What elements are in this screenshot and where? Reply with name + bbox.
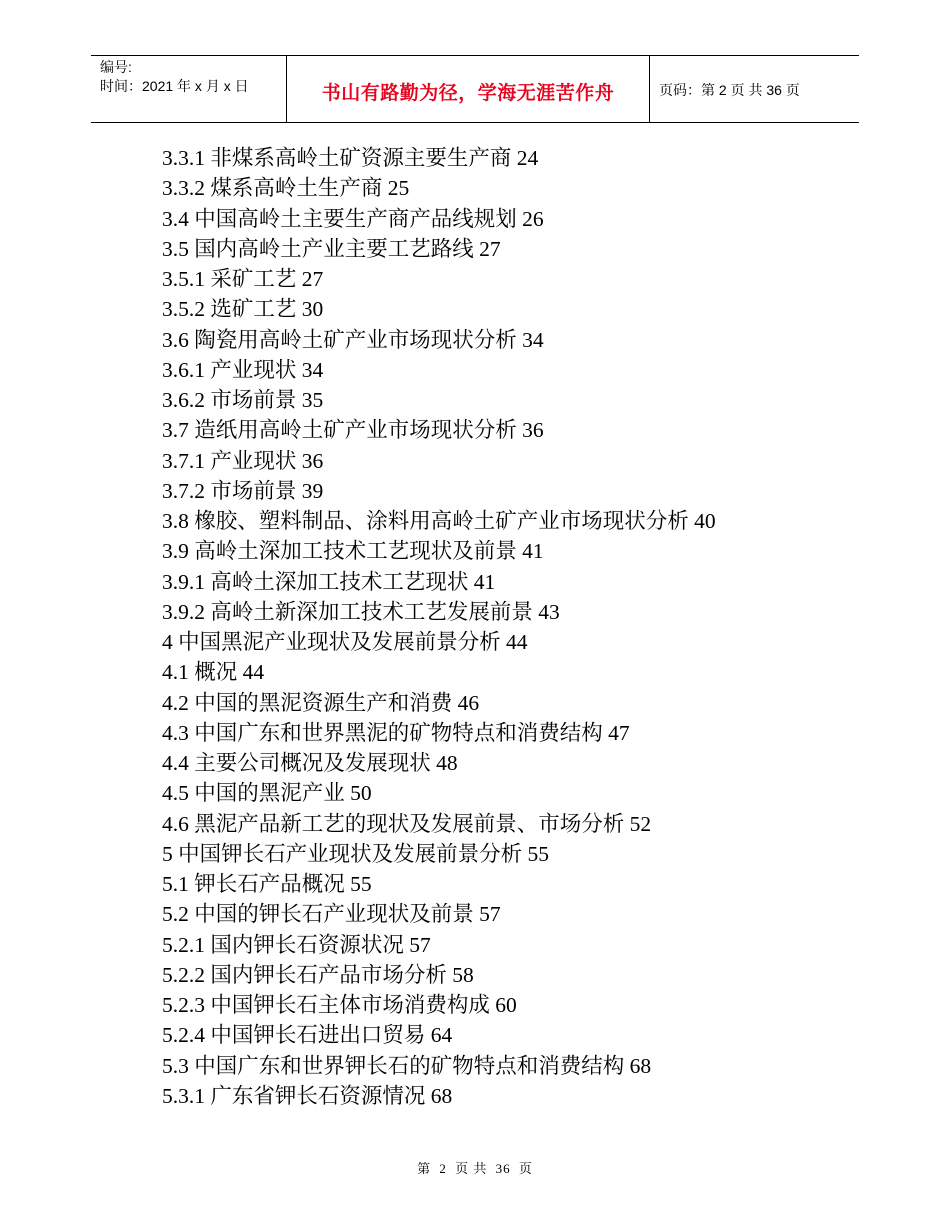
toc-entry: 4.2 中国的黑泥资源生产和消费 46 — [162, 690, 480, 715]
toc-entry: 5.2.3 中国钾长石主体市场消费构成 60 — [162, 993, 517, 1017]
toc-entry: 3.9.2 高岭土新深加工技术工艺发展前景 43 — [162, 599, 560, 624]
toc-entry: 3.5.2 选矿工艺 30 — [162, 297, 324, 322]
toc-entry: 3.7.1 产业现状 36 — [162, 448, 324, 473]
footer-middle: 页 共 — [455, 1161, 488, 1176]
page-header — [91, 55, 859, 123]
header-page-info: 页码：第 2 页 共 36 页 — [659, 82, 800, 98]
toc-entry: 3.5.1 采矿工艺 27 — [162, 267, 324, 291]
table-of-contents — [162, 143, 716, 1111]
toc-entry: 3.6 陶瓷用高岭土矿产业市场现状分析 34 — [162, 327, 544, 352]
toc-entry: 4.1 概况 44 — [162, 660, 265, 685]
toc-entry: 3.9 高岭土深加工技术工艺现状及前景 41 — [162, 539, 544, 564]
toc-entry: 3.9.1 高岭土深加工技术工艺现状 41 — [162, 569, 496, 594]
toc-entry: 3.6.1 产业现状 34 — [162, 357, 324, 382]
toc-entry: 4.3 中国广东和世界黑泥的矿物特点和消费结构 47 — [162, 720, 630, 745]
toc-entry: 5 中国钾长石产业现状及发展前景分析 55 — [162, 841, 550, 866]
toc-entry: 4.5 中国的黑泥产业 50 — [162, 781, 372, 806]
serial-number-label: 编号: — [100, 59, 132, 75]
toc-entry: 5.3 中国广东和世界钾长石的矿物特点和消费结构 68 — [162, 1053, 652, 1078]
header-meta — [91, 56, 286, 122]
toc-entry: 4.4 主要公司概况及发展现状 48 — [162, 751, 458, 775]
toc-entry: 3.3.2 煤系高岭土生产商 25 — [162, 176, 410, 201]
toc-entry: 4 中国黑泥产业现状及发展前景分析 44 — [162, 630, 528, 654]
toc-entry: 3.8 橡胶、塑料制品、涂料用高岭土矿产业市场现状分析 40 — [162, 509, 716, 533]
footer-total-pages: 36 — [495, 1161, 511, 1176]
toc-entry: 5.2.4 中国钾长石进出口贸易 64 — [162, 1023, 453, 1048]
footer-prefix: 第 — [417, 1161, 432, 1176]
toc-entry: 3.4 中国高岭土主要生产商产品线规划 26 — [162, 206, 544, 231]
toc-entry: 5.3.1 广东省钾长石资源情况 68 — [162, 1083, 453, 1108]
toc-entry: 5.2.2 国内钾长石产品市场分析 58 — [162, 962, 474, 987]
toc-entry: 5.1 钾长石产品概况 55 — [162, 872, 372, 896]
toc-entry: 3.7 造纸用高岭土矿产业市场现状分析 36 — [162, 418, 544, 443]
date-label: 时间：2021 年 x 月 x 日 — [100, 78, 249, 94]
toc-entry: 5.2 中国的钾长石产业现状及前景 57 — [162, 902, 501, 927]
toc-entry: 5.2.1 国内钾长石资源状况 57 — [162, 932, 431, 957]
toc-entry: 4.6 黑泥产品新工艺的现状及发展前景、市场分析 52 — [162, 811, 652, 836]
footer-suffix: 页 — [518, 1161, 533, 1176]
toc-entry: 3.6.2 市场前景 35 — [162, 388, 324, 412]
header-motto: 书山有路勤为径，学海无涯苦作舟 — [286, 56, 650, 122]
toc-entry: 3.3.1 非煤系高岭土矿资源主要生产商 24 — [162, 146, 539, 170]
footer-page-number: 2 — [439, 1161, 447, 1176]
page-footer — [0, 1158, 950, 1177]
toc-entry: 3.5 国内高岭土产业主要工艺路线 27 — [162, 236, 501, 261]
toc-entry: 3.7.2 市场前景 39 — [162, 478, 324, 503]
